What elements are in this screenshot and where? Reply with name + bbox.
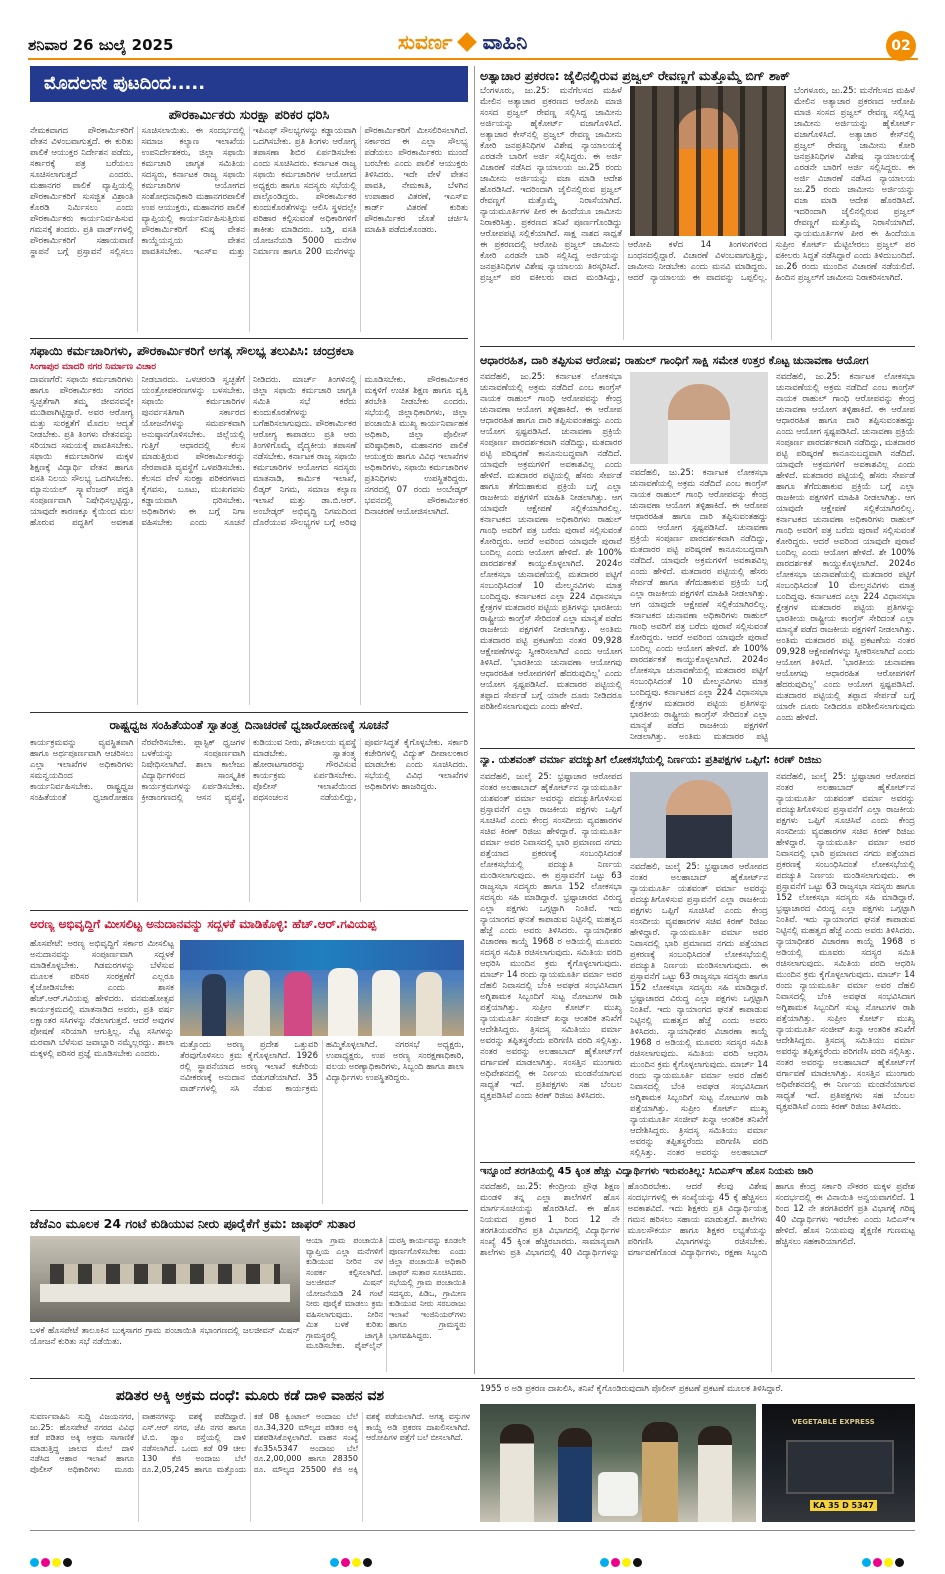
- photo-caption: 1955 ರ ಅಡಿ ಪ್ರಕರಣ ದಾಖಲಿಸಿ, ತನಿಖೆ ಕೈಗೊಂಡಿರುವುದಾಗಿ ಪೊಲೀಸ್ ಪ್ರಕಟಣೆ ಪ್ರಕಟಣೆ ಮೂಲಕ ತಿಳಿಸಿದ್ದಾರೆ.: [480, 1384, 784, 1394]
- dot-icon: [52, 1558, 61, 1567]
- divider: [480, 1162, 915, 1163]
- dot-icon: [41, 1558, 50, 1567]
- divider: [480, 748, 915, 749]
- person-figure: [642, 1422, 678, 1522]
- seized-rice-photo: [480, 1404, 756, 1522]
- registration-marks: [862, 1552, 906, 1571]
- dot-icon: [633, 1558, 642, 1567]
- section-banner-title: ಮೊದಲನೇ ಪುಟದಿಂದ.....: [44, 73, 206, 94]
- person-figure: [698, 1426, 732, 1522]
- divider: [30, 712, 468, 713]
- person-figure: [372, 970, 400, 1036]
- dot-icon: [341, 1558, 350, 1567]
- article-body: ಹೊಸಪೇಟೆ: ಅರಣ್ಯ ಅಭಿವೃದ್ಧಿಗೆ ಸರ್ಕಾರ ಮೀಸಲಿಟ್ಟ ಅನುದಾನವನ್ನು ಸಂಪೂರ್ಣವಾಗಿ ಸದ್ಬಳಕೆ ಮಾಡಿಕೊಳ್ಳಬೇಕು. ಗಿಡಮರಗಳನ್ನು ಬೆಳೆಸುವ ಮೂಲಕ ಪರಿಸರ ಸಂರಕ್ಷಣೆಗೆ ಎಲ್ಲರೂ ಕೈಜೋಡಿಸಬೇಕು ಎಂದು ಶಾಸಕ ಹೆಚ್.ಆರ್.ಗವಿಯಪ್ಪ ಹೇಳಿದರು. ವನಮಹೋತ್ಸವ ಕಾರ್ಯಕ್ರಮದಲ್ಲಿ ಮಾತನಾಡಿದ ಅವರು, ಪ್ರತಿ ವರ್ಷ ಲಕ್ಷಾಂತರ ಸಸಿಗಳನ್ನು ನೆಡಲಾಗುತ್ತದೆ. ಆದರೆ ಅವುಗಳ ಪೋಷಣೆ ಸರಿಯಾಗಿ ಆಗುತ್ತಿಲ್ಲ. ನೆಟ್ಟ ಸಸಿಗಳನ್ನು ಮರವಾಗಿ ಬೆಳೆಸುವ ಜವಾಬ್ದಾರಿ ನಮ್ಮೆಲ್ಲರದ್ದು. ಶಾಲಾ ಮಕ್ಕಳಲ್ಲಿ ಪರಿಸರ ಪ್ರಜ್ಞೆ ಮೂಡಿಸಬೇಕು ಎಂದರು.: [30, 939, 174, 1059]
- dot-icon: [330, 1558, 339, 1567]
- dot-icon: [862, 1558, 871, 1567]
- prajwal-jail-photo: [630, 86, 786, 236]
- person-figure: [244, 970, 270, 1036]
- article-headline: ಪೌರಕಾರ್ಮಿಕರು ಸುರಕ್ಷಾ ಪರಿಕರ ಧರಿಸಿ: [168, 108, 330, 123]
- article-headline: ಪಡಿತರ ಅಕ್ಕಿ ಅಕ್ರಮ ದಂಧೆ: ಮೂರು ಕಡೆ ದಾಳಿ ವಾಹನ ವಶ: [115, 1388, 385, 1404]
- divider: [30, 1378, 915, 1379]
- person-figure: [328, 968, 358, 1036]
- article-body: ನವದೆಹಲಿ, ಜುಲೈ 25: ಭ್ರಷ್ಟಾಚಾರ ಆರೋಪದ ನಂತರ ಅಲಹಾಬಾದ್ ಹೈಕೋರ್ಟ್‌ನ ನ್ಯಾಯಮೂರ್ತಿ ಯಶವಂತ್ ವರ್ಮಾ ಅವರನ್ನು ಪದಚ್ಯುತಿಗೊಳಿಸುವ ಪ್ರಸ್ತಾವನೆಗೆ ಎಲ್ಲಾ ರಾಜಕೀಯ ಪಕ್ಷಗಳು ಒಪ್ಪಿಗೆ ಸೂಚಿಸಿವೆ ಎಂದು ಕೇಂದ್ರ ಸಂಸದೀಯ ವ್ಯವಹಾರಗಳ ಸಚಿವ ಕಿರಣ್ ರಿಜಿಜು ಹೇಳಿದ್ದಾರೆ. ನ್ಯಾಯಮೂರ್ತಿ ವರ್ಮಾ ಅವರ ನಿವಾಸದಲ್ಲಿ ಭಾರಿ ಪ್ರಮಾಣದ ನಗದು ಪತ್ತೆಯಾದ ಪ್ರಕರಣಕ್ಕೆ ಸಂಬಂಧಿಸಿದಂತೆ ಲೋಕಸಭೆಯಲ್ಲಿ ಪದಚ್ಯುತಿ ನಿರ್ಣಯ ಮಂಡಿಸಲಾಗುವುದು. ಈ ಪ್ರಸ್ತಾವನೆಗೆ ಒಟ್ಟು 63 ರಾಜ್ಯಸಭಾ ಸದಸ್ಯರು ಹಾಗೂ 152 ಲೋಕಸಭಾ ಸದಸ್ಯರು ಸಹಿ ಮಾಡಿದ್ದಾರೆ. ಭ್ರಷ್ಟಾಚಾರದ ವಿರುದ್ಧ ಎಲ್ಲಾ ಪಕ್ಷಗಳು ಒಗ್ಗಟ್ಟಾಗಿ ನಿಂತಿವೆ. ಇದು ನ್ಯಾಯಾಂಗದ ಘನತೆ ಕಾಪಾಡುವ ನಿಟ್ಟಿನಲ್ಲಿ ಮಹತ್ವದ ಹೆಜ್ಜೆ ಎಂದು ಅವರು ತಿಳಿಸಿದರು. ನ್ಯಾಯಾಧೀಶರ ವಿಚಾರಣಾ ಕಾಯ್ದೆ 1968 ರ ಅಡಿಯಲ್ಲಿ ಮೂವರು ಸದಸ್ಯರ ಸಮಿತಿ ರಚಿಸಲಾಗುವುದು. ಸಮಿತಿಯ ವರದಿ ಆಧರಿಸಿ ಮುಂದಿನ ಕ್ರಮ ಕೈಗೊಳ್ಳಲಾಗುವುದು. ಮಾರ್ಚ್ 14 ರಂದು ನ್ಯಾಯಮೂರ್ತಿ ವರ್ಮಾ ಅವರ ದೆಹಲಿ ನಿವಾಸದಲ್ಲಿ ಬೆಂಕಿ ಅವಘಡ ಸಂಭವಿಸಿದಾಗ ಅಗ್ನಿಶಾಮಕ ಸಿಬ್ಬಂದಿಗೆ ಸುಟ್ಟ ನೋಟುಗಳ ರಾಶಿ ಪತ್ತೆಯಾಗಿತ್ತು. ಸುಪ್ರೀಂ ಕೋರ್ಟ್ ಮುಖ್ಯ ನ್ಯಾಯಮೂರ್ತಿ ಸಂಜೀವ್ ಖನ್ನಾ ಆಂತರಿಕ ತನಿಖೆಗೆ ಆದೇಶಿಸಿದ್ದರು. ತ್ರಿಸದಸ್ಯ ಸಮಿತಿಯು ವರ್ಮಾ ಅವರನ್ನು ತಪ್ಪಿತಸ್ಥರೆಂದು ಪರಿಗಣಿಸಿ ವರದಿ ಸಲ್ಲಿಸಿತ್ತು. ನಂತರ ಅವರನ್ನು ಅಲಹಾಬಾದ್ ಹೈಕೋರ್ಟ್‌ಗೆ ವರ್ಗಾವಣೆ ಮಾಡಲಾಗಿತ್ತು. ಸಂಸತ್ತಿನ ಮುಂಗಾರು ಅಧಿವೇಶನದಲ್ಲಿ ಈ ನಿರ್ಣಯ ಮಂಡನೆಯಾಗುವ ಸಾಧ್ಯತೆ ಇದೆ. ಪ್ರತಿಪಕ್ಷಗಳು ಸಹ ಬೆಂಬಲ ವ್ಯಕ್ತಪಡಿಸಿವೆ ಎಂದು ಕಿರಣ್ ರಿಜಿಜು ತಿಳಿಸಿದರು.: [776, 772, 915, 1112]
- brand-logo: [398, 30, 598, 56]
- person-figure: [666, 780, 732, 858]
- seized-vehicle-photo: [762, 1404, 915, 1522]
- license-plate: KA 35 D 5347: [810, 1500, 877, 1511]
- article-headline: ನ್ಯಾ. ಯಶವಂತ್ ವರ್ಮಾ ಪದಚ್ಯುತಿಗೆ ಲೋಕಸಭೆಯಲ್ಲಿ ನಿರ್ಣಯ: ಪ್ರತಿಪಕ್ಷಗಳ ಒಪ್ಪಿಗೆ: ಕಿರಣ್ ರಿಜಿಜು: [480, 754, 822, 766]
- rice-sack: [598, 1472, 638, 1516]
- article-body: ಬೆಂಗಳೂರು, ಜು.25: ಮನೆಗೆಲಸದ ಮಹಿಳೆ ಮೇಲಿನ ಅತ್ಯಾಚಾರ ಪ್ರಕರಣದ ಆರೋಪಿ ಮಾಜಿ ಸಂಸದ ಪ್ರಜ್ವಲ್ ರೇವಣ್ಣ ಸಲ್ಲಿಸಿದ್ದ ಜಾಮೀನು ಅರ್ಜಿಯನ್ನು ಹೈಕೋರ್ಟ್ ವಜಾಗೊಳಿಸಿದೆ. ಅತ್ಯಾಚಾರ ಕೇಸ್‌ನಲ್ಲಿ ಪ್ರಜ್ವಲ್ ರೇವಣ್ಣ ಜಾಮೀನು ಕೋರಿ ಜನಪ್ರತಿನಿಧಿಗಳ ವಿಶೇಷ ನ್ಯಾಯಾಲಯಕ್ಕೆ ಎರಡನೇ ಬಾರಿಗೆ ಅರ್ಜಿ ಸಲ್ಲಿಸಿದ್ದರು. ಈ ಅರ್ಜಿ ವಿಚಾರಣೆ ನಡೆಸಿದ ನ್ಯಾಯಾಲಯ ಜು.25 ರಂದು ಜಾಮೀನು ಅರ್ಜಿಯನ್ನು ವಜಾ ಮಾಡಿ ಆದೇಶ ಹೊರಡಿಸಿದೆ. ಇದರಿಂದಾಗಿ ಜೈಲಿನಲ್ಲಿರುವ ಪ್ರಜ್ವಲ್ ರೇವಣ್ಣಗೆ ಮತ್ತೊಮ್ಮೆ ನಿರಾಸೆಯಾಗಿದೆ. ನ್ಯಾಯಮೂರ್ತಿಗಳ ಪೀಠ ಈ ಹಿಂದೆಯೂ ಜಾಮೀನು ನಿರಾಕರಿಸಿತ್ತು. ಪ್ರಕರಣದ ತನಿಖೆ ಪೂರ್ಣಗೊಂಡಿದ್ದು ಆರೋಪಪಟ್ಟಿ ಸಲ್ಲಿಕೆಯಾಗಿದೆ. ಸಾಕ್ಷ್ಯ ನಾಶದ ಸಾಧ್ಯತೆ: [480, 86, 622, 238]
- truck-grille: [786, 1440, 894, 1494]
- jail-bars: [630, 86, 786, 236]
- photo-caption: ಬಳಕೆ ಹೊಸಪೇಟೆ ತಾಲೂಕಿನ ಬುಕ್ಕಸಾಗರ ಗ್ರಾಮ ಪಂಚಾಯಿತಿ ಸಭಾಂಗಣದಲ್ಲಿ ಜಲಜೀವನ್ ಮಿಷನ್ ಯೋಜನೆ ಕುರಿತು ಸಭೆ ನಡೆಯಿತು.: [30, 1326, 300, 1347]
- attendee-row: [50, 1264, 280, 1284]
- article-body: ನವದೆಹಲಿ, ಜುಲೈ 25: ಭ್ರಷ್ಟಾಚಾರ ಆರೋಪದ ನಂತರ ಅಲಹಾಬಾದ್ ಹೈಕೋರ್ಟ್‌ನ ನ್ಯಾಯಮೂರ್ತಿ ಯಶವಂತ್ ವರ್ಮಾ ಅವರನ್ನು ಪದಚ್ಯುತಿಗೊಳಿಸುವ ಪ್ರಸ್ತಾವನೆಗೆ ಎಲ್ಲಾ ರಾಜಕೀಯ ಪಕ್ಷಗಳು ಒಪ್ಪಿಗೆ ಸೂಚಿಸಿವೆ ಎಂದು ಕೇಂದ್ರ ಸಂಸದೀಯ ವ್ಯವಹಾರಗಳ ಸಚಿವ ಕಿರಣ್ ರಿಜಿಜು ಹೇಳಿದ್ದಾರೆ. ನ್ಯಾಯಮೂರ್ತಿ ವರ್ಮಾ ಅವರ ನಿವಾಸದಲ್ಲಿ ಭಾರಿ ಪ್ರಮಾಣದ ನಗದು ಪತ್ತೆಯಾದ ಪ್ರಕರಣಕ್ಕೆ ಸಂಬಂಧಿಸಿದಂತೆ ಲೋಕಸಭೆಯಲ್ಲಿ ಪದಚ್ಯುತಿ ನಿರ್ಣಯ ಮಂಡಿಸಲಾಗುವುದು. ಈ ಪ್ರಸ್ತಾವನೆಗೆ ಒಟ್ಟು 63 ರಾಜ್ಯಸಭಾ ಸದಸ್ಯರು ಹಾಗೂ 152 ಲೋಕಸಭಾ ಸದಸ್ಯರು ಸಹಿ ಮಾಡಿದ್ದಾರೆ. ಭ್ರಷ್ಟಾಚಾರದ ವಿರುದ್ಧ ಎಲ್ಲಾ ಪಕ್ಷಗಳು ಒಗ್ಗಟ್ಟಾಗಿ ನಿಂತಿವೆ. ಇದು ನ್ಯಾಯಾಂಗದ ಘನತೆ ಕಾಪಾಡುವ ನಿಟ್ಟಿನಲ್ಲಿ ಮಹತ್ವದ ಹೆಜ್ಜೆ ಎಂದು ಅವರು ತಿಳಿಸಿದರು. ನ್ಯಾಯಾಧೀಶರ ವಿಚಾರಣಾ ಕಾಯ್ದೆ 1968 ರ ಅಡಿಯಲ್ಲಿ ಮೂವರು ಸದಸ್ಯರ ಸಮಿತಿ ರಚಿಸಲಾಗುವುದು. ಸಮಿತಿಯ ವರದಿ ಆಧರಿಸಿ ಮುಂದಿನ ಕ್ರಮ ಕೈಗೊಳ್ಳಲಾಗುವುದು. ಮಾರ್ಚ್ 14 ರಂದು ನ್ಯಾಯಮೂರ್ತಿ ವರ್ಮಾ ಅವರ ದೆಹಲಿ ನಿವಾಸದಲ್ಲಿ ಬೆಂಕಿ ಅವಘಡ ಸಂಭವಿಸಿದಾಗ ಅಗ್ನಿಶಾಮಕ ಸಿಬ್ಬಂದಿಗೆ ಸುಟ್ಟ ನೋಟುಗಳ ರಾಶಿ ಪತ್ತೆಯಾಗಿತ್ತು. ಸುಪ್ರೀಂ ಕೋರ್ಟ್ ಮುಖ್ಯ ನ್ಯಾಯಮೂರ್ತಿ ಸಂಜೀವ್ ಖನ್ನಾ ಆಂತರಿಕ ತನಿಖೆಗೆ ಆದೇಶಿಸಿದ್ದರು. ತ್ರಿಸದಸ್ಯ ಸಮಿತಿಯು ವರ್ಮಾ ಅವರನ್ನು ತಪ್ಪಿತಸ್ಥರೆಂದು ಪರಿಗಣಿಸಿ ವರದಿ ಸಲ್ಲಿಸಿತ್ತು. ನಂತರ ಅವರನ್ನು ಅಲಹಾಬಾದ್: [630, 862, 768, 1158]
- article-headline: ಇನ್ನೂಂದೆ ತರಗತಿಯಲ್ಲಿ 45 ಕ್ಕಿಂತ ಹೆಚ್ಚು ವಿದ್ಯಾರ್ಥಿಗಳು ಇರುವಂತಿಲ್ಲ: ಸಿಬಿಎಸ್‌ಇ ಹೊಸ ನಿಯಮ ಜಾರಿ: [480, 1166, 814, 1177]
- dot-icon: [884, 1558, 893, 1567]
- article-headline: ಜೆಜೆಎಂ ಮೂಲಕ 24 ಗಂಟೆ ಕುಡಿಯುವ ನೀರು ಪೂರೈಕೆಗೆ ಕ್ರಮ: ಜಾಫರ್ ಸುತಾರ: [30, 1216, 356, 1231]
- article-body: ಕಾರ್ಯಕ್ರಮವನ್ನು ವ್ಯವಸ್ಥಿತವಾಗಿ ಹಾಗೂ ಅರ್ಥಪೂರ್ಣವಾಗಿ ಆಚರಿಸಲು ಎಲ್ಲಾ ಇಲಾಖೆಗಳ ಅಧಿಕಾರಿಗಳು ಸಮನ್ವಯದಿಂದ ಕಾರ್ಯನಿರ್ವಹಿಸಬೇಕು. ರಾಷ್ಟ್ರಧ್ವಜ ಸಂಹಿತೆಯಂತೆ ಧ್ವಜಾರೋಹಣ ನೆರವೇರಿಸಬೇಕು. ಪ್ಲಾಸ್ಟಿಕ್ ಧ್ವಜಗಳ ಬಳಕೆಯನ್ನು ಸಂಪೂರ್ಣವಾಗಿ ನಿಷೇಧಿಸಲಾಗಿದೆ. ಶಾಲಾ ಕಾಲೇಜು ವಿದ್ಯಾರ್ಥಿಗಳಿಂದ ಸಾಂಸ್ಕೃತಿಕ ಕಾರ್ಯಕ್ರಮಗಳನ್ನು ಏರ್ಪಡಿಸಬೇಕು. ಕ್ರೀಡಾಂಗಣದಲ್ಲಿ ಆಸನ ವ್ಯವಸ್ಥೆ, ಕುಡಿಯುವ ನೀರು, ಶೌಚಾಲಯ ವ್ಯವಸ್ಥೆ ಮಾಡಬೇಕು. ಸ್ವಾತಂತ್ರ್ಯ ಹೋರಾಟಗಾರರನ್ನು ಗೌರವಿಸುವ ಕಾರ್ಯಕ್ರಮ ಏರ್ಪಡಿಸಬೇಕು. ಪೊಲೀಸ್ ಇಲಾಖೆಯಿಂದ ಪಥಸಂಚಲನ ನಡೆಯಲಿದ್ದು, ಪೂರ್ವಸಿದ್ಧತೆ ಕೈಗೊಳ್ಳಬೇಕು. ಸರ್ಕಾರಿ ಕಚೇರಿಗಳಲ್ಲಿ ವಿದ್ಯುತ್ ದೀಪಾಲಂಕಾರ ಮಾಡಬೇಕು ಎಂದು ಸೂಚಿಸಿದರು. ಸಭೆಯಲ್ಲಿ ವಿವಿಧ ಇಲಾಖೆಗಳ ಅಧಿಕಾರಿಗಳು ಹಾಜರಿದ್ದರು.: [30, 738, 468, 803]
- issue-date: ಶನಿವಾರ 26 ಜುಲೈ 2025: [28, 36, 174, 54]
- article-headline: ಸಫಾಯಿ ಕರ್ಮಚಾರಿಗಳು, ಪೌರಕಾರ್ಮಿಕರಿಗೆ ಅಗತ್ಯ ಸೌಲಭ್ಯ ತಲುಪಿಸಿ: ಚಂದ್ರಕಲಾ: [30, 343, 354, 358]
- article-body: ನವದೆಹಲಿ, ಜುಲೈ 25: ಭ್ರಷ್ಟಾಚಾರ ಆರೋಪದ ನಂತರ ಅಲಹಾಬಾದ್ ಹೈಕೋರ್ಟ್‌ನ ನ್ಯಾಯಮೂರ್ತಿ ಯಶವಂತ್ ವರ್ಮಾ ಅವರನ್ನು ಪದಚ್ಯುತಿಗೊಳಿಸುವ ಪ್ರಸ್ತಾವನೆಗೆ ಎಲ್ಲಾ ರಾಜಕೀಯ ಪಕ್ಷಗಳು ಒಪ್ಪಿಗೆ ಸೂಚಿಸಿವೆ ಎಂದು ಕೇಂದ್ರ ಸಂಸದೀಯ ವ್ಯವಹಾರಗಳ ಸಚಿವ ಕಿರಣ್ ರಿಜಿಜು ಹೇಳಿದ್ದಾರೆ. ನ್ಯಾಯಮೂರ್ತಿ ವರ್ಮಾ ಅವರ ನಿವಾಸದಲ್ಲಿ ಭಾರಿ ಪ್ರಮಾಣದ ನಗದು ಪತ್ತೆಯಾದ ಪ್ರಕರಣಕ್ಕೆ ಸಂಬಂಧಿಸಿದಂತೆ ಲೋಕಸಭೆಯಲ್ಲಿ ಪದಚ್ಯುತಿ ನಿರ್ಣಯ ಮಂಡಿಸಲಾಗುವುದು. ಈ ಪ್ರಸ್ತಾವನೆಗೆ ಒಟ್ಟು 63 ರಾಜ್ಯಸಭಾ ಸದಸ್ಯರು ಹಾಗೂ 152 ಲೋಕಸಭಾ ಸದಸ್ಯರು ಸಹಿ ಮಾಡಿದ್ದಾರೆ. ಭ್ರಷ್ಟಾಚಾರದ ವಿರುದ್ಧ ಎಲ್ಲಾ ಪಕ್ಷಗಳು ಒಗ್ಗಟ್ಟಾಗಿ ನಿಂತಿವೆ. ಇದು ನ್ಯಾಯಾಂಗದ ಘನತೆ ಕಾಪಾಡುವ ನಿಟ್ಟಿನಲ್ಲಿ ಮಹತ್ವದ ಹೆಜ್ಜೆ ಎಂದು ಅವರು ತಿಳಿಸಿದರು. ನ್ಯಾಯಾಧೀಶರ ವಿಚಾರಣಾ ಕಾಯ್ದೆ 1968 ರ ಅಡಿಯಲ್ಲಿ ಮೂವರು ಸದಸ್ಯರ ಸಮಿತಿ ರಚಿಸಲಾಗುವುದು. ಸಮಿತಿಯ ವರದಿ ಆಧರಿಸಿ ಮುಂದಿನ ಕ್ರಮ ಕೈಗೊಳ್ಳಲಾಗುವುದು. ಮಾರ್ಚ್ 14 ರಂದು ನ್ಯಾಯಮೂರ್ತಿ ವರ್ಮಾ ಅವರ ದೆಹಲಿ ನಿವಾಸದಲ್ಲಿ ಬೆಂಕಿ ಅವಘಡ ಸಂಭವಿಸಿದಾಗ ಅಗ್ನಿಶಾಮಕ ಸಿಬ್ಬಂದಿಗೆ ಸುಟ್ಟ ನೋಟುಗಳ ರಾಶಿ ಪತ್ತೆಯಾಗಿತ್ತು. ಸುಪ್ರೀಂ ಕೋರ್ಟ್ ಮುಖ್ಯ ನ್ಯಾಯಮೂರ್ತಿ ಸಂಜೀವ್ ಖನ್ನಾ ಆಂತರಿಕ ತನಿಖೆಗೆ ಆದೇಶಿಸಿದ್ದರು. ತ್ರಿಸದಸ್ಯ ಸಮಿತಿಯು ವರ್ಮಾ ಅವರನ್ನು ತಪ್ಪಿತಸ್ಥರೆಂದು ಪರಿಗಣಿಸಿ ವರದಿ ಸಲ್ಲಿಸಿತ್ತು. ನಂತರ ಅವರನ್ನು ಅಲಹಾಬಾದ್ ಹೈಕೋರ್ಟ್‌ಗೆ ವರ್ಗಾವಣೆ ಮಾಡಲಾಗಿತ್ತು. ಸಂಸತ್ತಿನ ಮುಂಗಾರು ಅಧಿವೇಶನದಲ್ಲಿ ಈ ನಿರ್ಣಯ ಮಂಡನೆಯಾಗುವ ಸಾಧ್ಯತೆ ಇದೆ. ಪ್ರತಿಪಕ್ಷಗಳು ಸಹ ಬೆಂಬಲ ವ್ಯಕ್ತಪಡಿಸಿವೆ ಎಂದು ಕಿರಣ್ ರಿಜಿಜು ತಿಳಿಸಿದರು.: [480, 772, 622, 1101]
- divider: [30, 338, 468, 339]
- person-figure: [668, 384, 730, 464]
- table-shape: [40, 1284, 290, 1302]
- dot-icon: [352, 1558, 361, 1567]
- event-photo: [180, 940, 464, 1036]
- registration-marks: [30, 1552, 74, 1571]
- article-headline: ಅರಣ್ಯ ಅಭಿವೃದ್ಧಿಗೆ ಮೀಸಲಿಟ್ಟ ಅನುದಾನವನ್ನು ಸದ್ಬಳಕೆ ಮಾಡಿಕೊಳ್ಳಿ: ಹೆಚ್.ಆರ್.ಗವಿಯಪ್ಪ: [30, 917, 377, 931]
- masthead-rule: [28, 58, 918, 60]
- article-body: ನವದೆಹಲಿ, ಜು.25: ಕರ್ನಾಟಕ ಲೋಕಸಭಾ ಚುನಾವಣೆಯಲ್ಲಿ ಅಕ್ರಮ ನಡೆದಿದೆ ಎಂಬ ಕಾಂಗ್ರೆಸ್ ನಾಯಕ ರಾಹುಲ್ ಗಾಂಧಿ ಆರೋಪವನ್ನು ಕೇಂದ್ರ ಚುನಾವಣಾ ಆಯೋಗ ತಳ್ಳಿಹಾಕಿದೆ. ಈ ಆರೋಪ ಆಧಾರರಹಿತ ಹಾಗೂ ದಾರಿ ತಪ್ಪಿಸುವಂತಹದ್ದು ಎಂದು ಆಯೋಗ ಸ್ಪಷ್ಟಪಡಿಸಿದೆ. ಚುನಾವಣಾ ಪ್ರಕ್ರಿಯೆ ಸಂಪೂರ್ಣ ಪಾರದರ್ಶಕವಾಗಿ ನಡೆದಿದ್ದು, ಮತದಾರರ ಪಟ್ಟಿ ಪರಿಷ್ಕರಣೆ ಕಾನೂನುಬದ್ಧವಾಗಿ ನಡೆದಿದೆ. ಯಾವುದೇ ಅಕ್ರಮಗಳಿಗೆ ಅವಕಾಶವಿಲ್ಲ ಎಂದು ಹೇಳಿದೆ. ಮತದಾರರ ಪಟ್ಟಿಯಲ್ಲಿ ಹೆಸರು ಸೇರ್ಪಡೆ ಹಾಗೂ ತೆಗೆದುಹಾಕುವ ಪ್ರಕ್ರಿಯೆ ಬಗ್ಗೆ ಎಲ್ಲಾ ರಾಜಕೀಯ ಪಕ್ಷಗಳಿಗೆ ಮಾಹಿತಿ ನೀಡಲಾಗಿತ್ತು. ಆಗ ಯಾವುದೇ ಆಕ್ಷೇಪಣೆ ಸಲ್ಲಿಕೆಯಾಗಿರಲಿಲ್ಲ. ಕರ್ನಾಟಕದ ಚುನಾವಣಾ ಅಧಿಕಾರಿಗಳು ರಾಹುಲ್ ಗಾಂಧಿ ಅವರಿಗೆ ಪತ್ರ ಬರೆದು ಪುರಾವೆ ಸಲ್ಲಿಸುವಂತೆ ಕೋರಿದ್ದರು. ಆದರೆ ಅವರಿಂದ ಯಾವುದೇ ಪುರಾವೆ ಬಂದಿಲ್ಲ ಎಂದು ಆಯೋಗ ಹೇಳಿದೆ. ಶೇ 100% ಪಾರದರ್ಶಕತೆ ಕಾಯ್ದುಕೊಳ್ಳಲಾಗಿದೆ. 2024ರ ಲೋಕಸಭಾ ಚುನಾವಣೆಯಲ್ಲಿ ಮತದಾರರ ಪಟ್ಟಿಗೆ ಸಂಬಂಧಿಸಿದಂತೆ 10 ಮೇಲ್ಮನವಿಗಳು ಮಾತ್ರ ಬಂದಿದ್ದವು. ಕರ್ನಾಟಕದ ಎಲ್ಲಾ 224 ವಿಧಾನಸಭಾ ಕ್ಷೇತ್ರಗಳ ಮತದಾರರ ಪಟ್ಟಿಯ ಪ್ರತಿಗಳನ್ನು ಭಾರತೀಯ ರಾಷ್ಟ್ರೀಯ ಕಾಂಗ್ರೆಸ್ ಸೇರಿದಂತೆ ಎಲ್ಲಾ ಮಾನ್ಯತೆ ಪಡೆದ ರಾಜಕೀಯ ಪಕ್ಷಗಳಿಗೆ ನೀಡಲಾಗಿತ್ತು. ಅಂತಿಮ ಮತದಾರರ ಪಟ್ಟಿ: [630, 468, 768, 742]
- person-figure: [500, 1424, 534, 1522]
- divider: [30, 910, 468, 911]
- divider: [480, 346, 915, 347]
- section-banner: [30, 66, 468, 102]
- dot-icon: [622, 1558, 631, 1567]
- banner-backdrop: [180, 940, 464, 970]
- kiren-rijiju-photo: [630, 772, 768, 858]
- footer-rule: [30, 1530, 915, 1536]
- person-figure: [202, 974, 226, 1036]
- article-body: ದಾವಣಗೆರೆ: ಸಫಾಯಿ ಕರ್ಮಚಾರಿಗಳು ಹಾಗೂ ಪೌರಕಾರ್ಮಿಕರು ನಗರದ ಸ್ವಚ್ಛತೆಗಾಗಿ ತಮ್ಮ ಜೀವನವನ್ನೇ ಮುಡಿಪಾಗಿಟ್ಟಿದ್ದಾರೆ. ಅವರ ಆರೋಗ್ಯ ಮತ್ತು ಸುರಕ್ಷತೆಗೆ ಮೊದಲ ಆದ್ಯತೆ ನೀಡಬೇಕು. ಪ್ರತಿ ತಿಂಗಳು ವೇತನವನ್ನು ಸರಿಯಾದ ಸಮಯಕ್ಕೆ ಪಾವತಿಸಬೇಕು. ಸಫಾಯಿ ಕರ್ಮಚಾರಿಗಳ ಮಕ್ಕಳ ಶಿಕ್ಷಣಕ್ಕೆ ವಿದ್ಯಾರ್ಥಿ ವೇತನ ಹಾಗೂ ವಸತಿ ನಿಲಯ ಸೌಲಭ್ಯ ಒದಗಿಸಬೇಕು. ಮ್ಯಾನುಯಲ್ ಸ್ಕ್ಯಾವೆಂಜರ್ ಪದ್ಧತಿ ಸಂಪೂರ್ಣವಾಗಿ ನಿಷೇಧಿಸಲ್ಪಟ್ಟಿದ್ದು, ಯಾವುದೇ ಕಾರಣಕ್ಕೂ ಕೈಯಿಂದ ಮಲ ಹೊರುವ ಪದ್ಧತಿಗೆ ಅವಕಾಶ ನೀಡಬಾರದು. ಒಳಚರಂಡಿ ಸ್ವಚ್ಛತೆಗೆ ಯಂತ್ರೋಪಕರಣಗಳನ್ನು ಬಳಸಬೇಕು. ಸಫಾಯಿ ಕರ್ಮಚಾರಿಗಳ ಪುನರ್ವಸತಿಗಾಗಿ ಸರ್ಕಾರದ ಯೋಜನೆಗಳನ್ನು ಸಮರ್ಪಕವಾಗಿ ಅನುಷ್ಠಾನಗೊಳಿಸಬೇಕು. ಜಿಲ್ಲೆಯಲ್ಲಿ ಗುತ್ತಿಗೆ ಆಧಾರದಲ್ಲಿ ಕೆಲಸ ಮಾಡುತ್ತಿರುವ ಪೌರಕಾರ್ಮಿಕರನ್ನು ನೇರಪಾವತಿ ವ್ಯವಸ್ಥೆಗೆ ಒಳಪಡಿಸಬೇಕು. ಕೆಲಸದ ವೇಳೆ ಸುರಕ್ಷಾ ಪರಿಕರಗಳಾದ ಕೈಗವಸು, ಬೂಟು, ಮುಖಗವಸು ಕಡ್ಡಾಯವಾಗಿ ಧರಿಸಬೇಕು. ಅಧಿಕಾರಿಗಳು ಈ ಬಗ್ಗೆ ನಿಗಾ ವಹಿಸಬೇಕು ಎಂದು ಸೂಚನೆ ನೀಡಿದರು. ಮಾರ್ಚ್ ತಿಂಗಳಿನಲ್ಲಿ ಜಿಲ್ಲಾ ಸಫಾಯಿ ಕರ್ಮಚಾರಿ ಜಾಗೃತಿ ಸಮಿತಿ ಸಭೆ ಕರೆದು ಕುಂದುಕೊರತೆಗಳನ್ನು ಬಗೆಹರಿಸಲಾಗುವುದು. ಪೌರಕಾರ್ಮಿಕರ ಆರೋಗ್ಯ ಕಾಪಾಡಲು ಪ್ರತಿ ಆರು ತಿಂಗಳಿಗೊಮ್ಮೆ ವೈದ್ಯಕೀಯ ತಪಾಸಣೆ ನಡೆಸಬೇಕು. ಕರ್ನಾಟಕ ರಾಜ್ಯ ಸಫಾಯಿ ಕರ್ಮಚಾರಿಗಳ ಆಯೋಗದ ಸದಸ್ಯರು ಮಾತನಾಡಿ, ಕಾರ್ಮಿಕ ಇಲಾಖೆ, ಲಿಡ್ಕರ್ ನಿಗಮ, ಸಮಾಜ ಕಲ್ಯಾಣ ಇಲಾಖೆ ಮತ್ತು ಡಾ.ಬಿ.ಆರ್. ಅಂಬೇಡ್ಕರ್ ಅಭಿವೃದ್ಧಿ ನಿಗಮದಿಂದ ದೊರೆಯುವ ಸೌಲಭ್ಯಗಳ ಬಗ್ಗೆ ಅರಿವು ಮೂಡಿಸಬೇಕು. ಪೌರಕಾರ್ಮಿಕರ ಮಕ್ಕಳಿಗೆ ಉಚಿತ ಶಿಕ್ಷಣ ಹಾಗೂ ವೃತ್ತಿ ತರಬೇತಿ ನೀಡಬೇಕು ಎಂದರು. ಸಭೆಯಲ್ಲಿ ಜಿಲ್ಲಾಧಿಕಾರಿಗಳು, ಜಿಲ್ಲಾ ಪಂಚಾಯಿತಿ ಮುಖ್ಯ ಕಾರ್ಯನಿರ್ವಾಹಕ ಅಧಿಕಾರಿ, ಜಿಲ್ಲಾ ಪೊಲೀಸ್ ವರಿಷ್ಠಾಧಿಕಾರಿ, ಮಹಾನಗರ ಪಾಲಿಕೆ ಆಯುಕ್ತರು ಹಾಗೂ ವಿವಿಧ ಇಲಾಖೆಗಳ ಅಧಿಕಾರಿಗಳು, ಸಫಾಯಿ ಕರ್ಮಚಾರಿಗಳ ಪ್ರತಿನಿಧಿಗಳು ಉಪಸ್ಥಿತರಿದ್ದರು. ನಗರದಲ್ಲಿ 07 ರಂದು ಅಂಬೇಡ್ಕರ್ ಭವನದಲ್ಲಿ ಪೌರಕಾರ್ಮಿಕರ ದಿನಾಚರಣೆ ಆಯೋಜಿಸಲಾಗಿದೆ.: [30, 375, 468, 528]
- article-body: ನವದೆಹಲಿ, ಜು.25: ಕರ್ನಾಟಕ ಲೋಕಸಭಾ ಚುನಾವಣೆಯಲ್ಲಿ ಅಕ್ರಮ ನಡೆದಿದೆ ಎಂಬ ಕಾಂಗ್ರೆಸ್ ನಾಯಕ ರಾಹುಲ್ ಗಾಂಧಿ ಆರೋಪವನ್ನು ಕೇಂದ್ರ ಚುನಾವಣಾ ಆಯೋಗ ತಳ್ಳಿಹಾಕಿದೆ. ಈ ಆರೋಪ ಆಧಾರರಹಿತ ಹಾಗೂ ದಾರಿ ತಪ್ಪಿಸುವಂತಹದ್ದು ಎಂದು ಆಯೋಗ ಸ್ಪಷ್ಟಪಡಿಸಿದೆ. ಚುನಾವಣಾ ಪ್ರಕ್ರಿಯೆ ಸಂಪೂರ್ಣ ಪಾರದರ್ಶಕವಾಗಿ ನಡೆದಿದ್ದು, ಮತದಾರರ ಪಟ್ಟಿ ಪರಿಷ್ಕರಣೆ ಕಾನೂನುಬದ್ಧವಾಗಿ ನಡೆದಿದೆ. ಯಾವುದೇ ಅಕ್ರಮಗಳಿಗೆ ಅವಕಾಶವಿಲ್ಲ ಎಂದು ಹೇಳಿದೆ. ಮತದಾರರ ಪಟ್ಟಿಯಲ್ಲಿ ಹೆಸರು ಸೇರ್ಪಡೆ ಹಾಗೂ ತೆಗೆದುಹಾಕುವ ಪ್ರಕ್ರಿಯೆ ಬಗ್ಗೆ ಎಲ್ಲಾ ರಾಜಕೀಯ ಪಕ್ಷಗಳಿಗೆ ಮಾಹಿತಿ ನೀಡಲಾಗಿತ್ತು. ಆಗ ಯಾವುದೇ ಆಕ್ಷೇಪಣೆ ಸಲ್ಲಿಕೆಯಾಗಿರಲಿಲ್ಲ. ಕರ್ನಾಟಕದ ಚುನಾವಣಾ ಅಧಿಕಾರಿಗಳು ರಾಹುಲ್ ಗಾಂಧಿ ಅವರಿಗೆ ಪತ್ರ ಬರೆದು ಪುರಾವೆ ಸಲ್ಲಿಸುವಂತೆ ಕೋರಿದ್ದರು. ಆದರೆ ಅವರಿಂದ ಯಾವುದೇ ಪುರಾವೆ ಬಂದಿಲ್ಲ ಎಂದು ಆಯೋಗ ಹೇಳಿದೆ. ಶೇ 100% ಪಾರದರ್ಶಕತೆ ಕಾಯ್ದುಕೊಳ್ಳಲಾಗಿದೆ. 2024ರ ಲೋಕಸಭಾ ಚುನಾವಣೆಯಲ್ಲಿ ಮತದಾರರ ಪಟ್ಟಿಗೆ ಸಂಬಂಧಿಸಿದಂತೆ 10 ಮೇಲ್ಮನವಿಗಳು ಮಾತ್ರ ಬಂದಿದ್ದವು. ಕರ್ನಾಟಕದ ಎಲ್ಲಾ 224 ವಿಧಾನಸಭಾ ಕ್ಷೇತ್ರಗಳ ಮತದಾರರ ಪಟ್ಟಿಯ ಪ್ರತಿಗಳನ್ನು ಭಾರತೀಯ ರಾಷ್ಟ್ರೀಯ ಕಾಂಗ್ರೆಸ್ ಸೇರಿದಂತೆ ಎಲ್ಲಾ ಮಾನ್ಯತೆ ಪಡೆದ ರಾಜಕೀಯ ಪಕ್ಷಗಳಿಗೆ ನೀಡಲಾಗಿತ್ತು. ಅಂತಿಮ ಮತದಾರರ ಪಟ್ಟಿ ಪ್ರಕಟಣೆಯ ನಂತರ 09,928 ಆಕ್ಷೇಪಣೆಗಳನ್ನು ಸ್ವೀಕರಿಸಲಾಗಿದೆ ಎಂದು ಆಯೋಗ ತಿಳಿಸಿದೆ. 'ಭಾರತೀಯ ಚುನಾವಣಾ ಆಯೋಗವು ಆಧಾರರಹಿತ ಆರೋಪಗಳಿಗೆ ಹೆದರುವುದಿಲ್ಲ' ಎಂದು ಆಯೋಗ ಸ್ಪಷ್ಟಪಡಿಸಿದೆ. ಮತದಾರರ ಪಟ್ಟಿಯಲ್ಲಿ ತಪ್ಪಾದ ಸೇರ್ಪಡೆ ಬಗ್ಗೆ ಯಾರೇ ದೂರು ನೀಡಿದರೂ ಪರಿಶೀಲಿಸಲಾಗುವುದು ಎಂದು ಹೇಳಿದೆ.: [480, 372, 622, 712]
- article-body: ನೇಮಕವಾಗದ ಪೌರಕಾರ್ಮಿಕರಿಗೆ ವೇತನ ವಿಳಂಬವಾಗುತ್ತದೆ. ಈ ಕುರಿತು ಪಾಲಿಕೆ ಆಯುಕ್ತರ ನಿರ್ದೇಶನ ಪಡೆದು, ಸರ್ಕಾರಕ್ಕೆ ಪತ್ರ ಬರೆಯಲು ಸೂಚಿಸಲಾಗುತ್ತದೆ ಎಂದರು. ಮಹಾನಗರ ಪಾಲಿಕೆ ವ್ಯಾಪ್ತಿಯಲ್ಲಿ ಪೌರಕಾರ್ಮಿಕರಿಗೆ ಸುಸಜ್ಜಿತ ವಿಶ್ರಾಂತಿ ಕೊಠಡಿ ನಿರ್ಮಿಸಲು ಎಂದು ಪೌರಕಾರ್ಮಿಕರು ಕಾರ್ಯನಿರ್ವಹಿಸುವ ಗಮನಕ್ಕೆ ತಂದರು. ಪ್ರತಿ ವಾರ್ಡ್‌ಗಳಲ್ಲಿ ಪೌರಕಾರ್ಮಿಕರಿಗೆ ಸಹಾಯವಾಣಿ ಸ್ಥಾಪನೆ ಬಗ್ಗೆ ಪ್ರಸ್ತಾವನೆ ಸಲ್ಲಿಸಲು ಸೂಚಿಸಲಾಯಿತು. ಈ ಸಂದರ್ಭದಲ್ಲಿ ಸಮಾಜ ಕಲ್ಯಾಣ ಇಲಾಖೆಯ ಉಪನಿರ್ದೇಶಕರು, ಜಿಲ್ಲಾ ಸಫಾಯಿ ಕರ್ಮಚಾರಿ ಜಾಗೃತ ಸಮಿತಿಯ ಸದಸ್ಯರು, ಕರ್ನಾಟಕ ರಾಜ್ಯ ಸಫಾಯಿ ಕರ್ಮಚಾರಿಗಳ ಆಯೋಗದ ಸಂಶೋಧನಾಧಿಕಾರಿ ಮಹಾನಗರಪಾಲಿಕೆ ಉಪ ಆಯುಕ್ತರು, ಮಹಾನಗರ ಪಾಲಿಕೆ ವ್ಯಾಪ್ತಿಯಲ್ಲಿ ಕಾರ್ಯನಿರ್ವಹಿಸುತ್ತಿರುವ ಪೌರಕಾರ್ಮಿಕರಿಗೆ ಕನಿಷ್ಠ ವೇತನ ಕಾಯ್ದೆಯನ್ವಯ ವೇತನ ಪಾವತಿಸಬೇಕು. ಇಎಸ್‌ಐ ಮತ್ತು ಇಪಿಎಫ್ ಸೌಲಭ್ಯಗಳನ್ನು ಕಡ್ಡಾಯವಾಗಿ ಒದಗಿಸಬೇಕು. ಪ್ರತಿ ತಿಂಗಳು ಆರೋಗ್ಯ ತಪಾಸಣಾ ಶಿಬಿರ ಏರ್ಪಡಿಸಬೇಕು ಎಂದು ಸೂಚಿಸಿದರು. ಕರ್ನಾಟಕ ರಾಜ್ಯ ಸಫಾಯಿ ಕರ್ಮಚಾರಿಗಳ ಆಯೋಗದ ಅಧ್ಯಕ್ಷರು ಹಾಗೂ ಸದಸ್ಯರು ಸಭೆಯಲ್ಲಿ ಪಾಲ್ಗೊಂಡಿದ್ದರು. ಪೌರಕಾರ್ಮಿಕರ ಕುಂದುಕೊರತೆಗಳನ್ನು ಆಲಿಸಿ ಸ್ಥಳದಲ್ಲೇ ಪರಿಹಾರ ಕಲ್ಪಿಸುವಂತೆ ಅಧಿಕಾರಿಗಳಿಗೆ ತಾಕೀತು ಮಾಡಿದರು. ಬಡ್ತಿ, ವಸತಿ ಯೋಜನೆಯಡಿ 5000 ಮನೆಗಳ ನಿರ್ಮಾಣ ಹಾಗೂ 200 ಮನೆಗಳನ್ನು ಪೌರಕಾರ್ಮಿಕರಿಗೆ ಮೀಸಲಿರಿಸಲಾಗಿದೆ. ಸರ್ಕಾರದ ಈ ಎಲ್ಲಾ ಸೌಲಭ್ಯ ಪಡೆಯಲು ಪೌರಕಾರ್ಮಿಕರು ಮುಂದೆ ಬರಬೇಕು ಎಂದು ಪಾಲಿಕೆ ಆಯುಕ್ತರು ತಿಳಿಸಿದರು. ಇದೇ ವೇಳೆ ವೇತನ ಪಾವತಿ, ನೇಮಕಾತಿ, ಬೆಳಗಿನ ಉಪಾಹಾರ ವಿತರಣೆ, ಇಎಸ್‌ಐ ಕಾರ್ಡ್ ವಿತರಣೆ ಕುರಿತು ಪೌರಕಾರ್ಮಿಕರ ಜೊತೆ ಚರ್ಚಿಸಿ ಮಾಹಿತಿ ಪಡೆದುಕೊಂಡರು.: [30, 126, 468, 257]
- meeting-photo: [30, 1236, 300, 1322]
- article-headline: ಅತ್ಯಾಚಾರ ಪ್ರಕರಣ: ಜೈಲಿನಲ್ಲಿರುವ ಪ್ರಜ್ವಲ್ ರೇವಣ್ಣಗೆ ಮತ್ತೊಮ್ಮೆ ಬಿಗ್ ಶಾಕ್: [480, 68, 790, 83]
- article-body: ಮತ್ತೊಂದು ಅರಣ್ಯ ಪ್ರದೇಶ ಒತ್ತುವರಿ ತೆರವುಗೊಳಿಸಲು ಕ್ರಮ ಕೈಗೊಳ್ಳಲಾಗಿದೆ. 1926 ರಲ್ಲಿ ಸ್ಥಾಪನೆಯಾದ ಅರಣ್ಯ ಇಲಾಖೆ ಕಚೇರಿಯ ನವೀಕರಣಕ್ಕೆ ಅನುದಾನ ಬಿಡುಗಡೆಯಾಗಿದೆ. 35 ವಾರ್ಡ್‌ಗಳಲ್ಲಿ ಸಸಿ ನೆಡುವ ಕಾರ್ಯಕ್ರಮ ಹಮ್ಮಿಕೊಳ್ಳಲಾಗಿದೆ. ನಗರಸಭೆ ಅಧ್ಯಕ್ಷರು, ಉಪಾಧ್ಯಕ್ಷರು, ಉಪ ಅರಣ್ಯ ಸಂರಕ್ಷಣಾಧಿಕಾರಿ, ವಲಯ ಅರಣ್ಯಾಧಿಕಾರಿಗಳು, ಸಿಬ್ಬಂದಿ ಹಾಗೂ ಶಾಲಾ ವಿದ್ಯಾರ್ಥಿಗಳು ಉಪಸ್ಥಿತರಿದ್ದರು.: [180, 1040, 464, 1094]
- person-figure: [416, 972, 442, 1036]
- article-headline: ಆಧಾರರಹಿತ, ದಾರಿ ತಪ್ಪಿಸುವ ಆರೋಪ; ರಾಹುಲ್ ಗಾಂಧಿಗೆ ಸಾಕ್ಷಿ ಸಮೇತ ಉತ್ತರ ಕೊಟ್ಟ ಚುನಾವಣಾ ಆಯೋಗ: [480, 354, 869, 367]
- dot-icon: [611, 1558, 620, 1567]
- dot-icon: [600, 1558, 609, 1567]
- dot-icon: [30, 1558, 39, 1567]
- article-body: ಈ ಪ್ರಕರಣದಲ್ಲಿ ಆರೋಪಿ ಪ್ರಜ್ವಲ್ ಜಾಮೀನು ಕೋರಿ ಎರಡನೇ ಬಾರಿ ಸಲ್ಲಿಸಿದ್ದ ಅರ್ಜಿಯನ್ನು ಜನಪ್ರತಿನಿಧಿಗಳ ವಿಶೇಷ ನ್ಯಾಯಾಲಯ ತಿರಸ್ಕರಿಸಿದೆ. ಪ್ರಜ್ವಲ್ ಪರ ವಕೀಲರು ವಾದ ಮಂಡಿಸಿದ್ದು, ಆರೋಪಿ ಕಳೆದ 14 ತಿಂಗಳುಗಳಿಂದ ಬಂಧನದಲ್ಲಿದ್ದಾರೆ. ವಿಚಾರಣೆ ವಿಳಂಬವಾಗುತ್ತಿದ್ದು, ಜಾಮೀನು ನೀಡಬೇಕು ಎಂದು ಮನವಿ ಮಾಡಿದ್ದರು. ಆದರೆ ನ್ಯಾಯಾಲಯ ಈ ವಾದವನ್ನು ಒಪ್ಪಲಿಲ್ಲ. ಸುಪ್ರೀಂ ಕೋರ್ಟ್ ಮೆಟ್ಟಿಲೇರಲು ಪ್ರಜ್ವಲ್ ಪರ ವಕೀಲರು ಸಿದ್ಧತೆ ನಡೆಸಿದ್ದಾರೆ ಎಂದು ತಿಳಿದುಬಂದಿದೆ. ಜು.26 ರಂದು ಮುಂದಿನ ವಿಚಾರಣೆ ನಡೆಯಲಿದೆ. ಹಿಂದಿನ ಪ್ರಜ್ವಲ್‌ಗೆ ಜಾಮೀನು ನಿರಾಕರಿಸಲಾಗಿದೆ.: [480, 240, 915, 283]
- column-divider: [474, 66, 475, 1374]
- dot-icon: [873, 1558, 882, 1567]
- dot-icon: [895, 1558, 904, 1567]
- person-figure: [558, 1428, 592, 1522]
- brand-flag-icon: [458, 32, 478, 52]
- brand-name-left: ಸುವರ್ಣ: [398, 30, 453, 54]
- article-body: ನವದೆಹಲಿ, ಜು.25: ಕೇಂದ್ರೀಯ ಪ್ರೌಢ ಶಿಕ್ಷಣ ಮಂಡಳಿ ತನ್ನ ಎಲ್ಲಾ ಶಾಲೆಗಳಿಗೆ ಹೊಸ ಮಾರ್ಗಸೂಚಿಯನ್ನು ಹೊರಡಿಸಿದೆ. ಈ ಹೊಸ ನಿಯಮದ ಪ್ರಕಾರ 1 ರಿಂದ 12 ನೇ ತರಗತಿಯವರೆಗಿನ ಪ್ರತಿ ವಿಭಾಗದಲ್ಲಿ ವಿದ್ಯಾರ್ಥಿಗಳ ಸಂಖ್ಯೆ 45 ಕ್ಕಿಂತ ಹೆಚ್ಚಿರಬಾರದು. ಸಾಮಾನ್ಯವಾಗಿ ಶಾಲೆಗಳು ಪ್ರತಿ ವಿಭಾಗದಲ್ಲಿ 40 ವಿದ್ಯಾರ್ಥಿಗಳನ್ನು ಹೊಂದಿರಬೇಕು. ಆದರೆ ಕೆಲವು ವಿಶೇಷ ಸಂದರ್ಭಗಳಲ್ಲಿ ಈ ಸಂಖ್ಯೆಯನ್ನು 45 ಕ್ಕೆ ಹೆಚ್ಚಿಸಲು ಅವಕಾಶವಿದೆ. ಇದು ಶಿಕ್ಷಕರು ಪ್ರತಿ ವಿದ್ಯಾರ್ಥಿಯತ್ತ ಗಮನ ಹರಿಸಲು ಸಹಾಯ ಮಾಡುತ್ತದೆ. ಶಾಲೆಗಳು ಮೂಲಸೌಕರ್ಯ ಹಾಗೂ ಶಿಕ್ಷಕರ ಲಭ್ಯತೆಯನ್ನು ಪರಿಗಣಿಸಿ ವಿಭಾಗಗಳನ್ನು ರಚಿಸಬೇಕು. ವರ್ಗಾವಣೆಗೊಂಡ ವಿದ್ಯಾರ್ಥಿಗಳು, ರಕ್ಷಣಾ ಸಿಬ್ಬಂದಿ ಹಾಗೂ ಕೇಂದ್ರ ಸರ್ಕಾರಿ ನೌಕರರ ಮಕ್ಕಳ ಪ್ರವೇಶ ಸಂದರ್ಭದಲ್ಲಿ ಈ ವಿನಾಯಿತಿ ಅನ್ವಯವಾಗಲಿದೆ. 1 ರಿಂದ 12 ನೇ ತರಗತಿವರೆಗೆ ಪ್ರತಿ ವಿಭಾಗಕ್ಕೆ ಗರಿಷ್ಠ 40 ವಿದ್ಯಾರ್ಥಿಗಳು ಇರಬೇಕು ಎಂದು ಸಿಬಿಎಸ್‌ಇ ಹೇಳಿದೆ. ಹೊಸ ನಿಯಮವು ಶೈಕ್ಷಣಿಕ ಗುಣಮಟ್ಟ ಹೆಚ್ಚಿಸಲು ಸಹಕಾರಿಯಾಗಲಿದೆ.: [480, 1182, 915, 1258]
- truck-label: VEGETABLE EXPRESS: [792, 1418, 875, 1426]
- registration-marks: [330, 1552, 374, 1571]
- article-body: ಆಯಾ ಗ್ರಾಮ ಪಂಚಾಯಿತಿ ವ್ಯಾಪ್ತಿಯ ಎಲ್ಲಾ ಮನೆಗಳಿಗೆ ಕುಡಿಯುವ ನೀರಿನ ನಳ ಸಂಪರ್ಕ ಕಲ್ಪಿಸಲಾಗಿದೆ. ಜಲಜೀವನ್ ಮಿಷನ್ ಯೋಜನೆಯಡಿ 24 ಗಂಟೆ ನೀರು ಪೂರೈಕೆ ಮಾಡಲು ಕ್ರಮ ವಹಿಸಲಾಗುವುದು. ನೀರಿನ ಮಿತ ಬಳಕೆ ಕುರಿತು ಗ್ರಾಮಸ್ಥರಲ್ಲಿ ಜಾಗೃತಿ ಮೂಡಿಸಬೇಕು. ಪೈಪ್‌ಲೈನ್ ದುರಸ್ತಿ ಕಾರ್ಯವನ್ನು ಕೂಡಲೇ ಪೂರ್ಣಗೊಳಿಸಬೇಕು ಎಂದು ಜಿಲ್ಲಾ ಪಂಚಾಯಿತಿ ಅಧಿಕಾರಿ ಜಾಫರ್ ಸುತಾರ ಸೂಚಿಸಿದರು. ಸಭೆಯಲ್ಲಿ ಗ್ರಾಮ ಪಂಚಾಯಿತಿ ಸದಸ್ಯರು, ಪಿಡಿಒ, ಗ್ರಾಮೀಣ ಕುಡಿಯುವ ನೀರು ಸರಬರಾಜು ಇಲಾಖೆ ಇಂಜಿನಿಯರ್‌ಗಳು ಹಾಗೂ ಗ್ರಾಮಸ್ಥರು ಭಾಗವಹಿಸಿದ್ದರು.: [306, 1236, 466, 1350]
- article-headline: ರಾಷ್ಟ್ರಧ್ವಜ ಸಂಹಿತೆಯಂತೆ ಸ್ವಾತಂತ್ರ್ಯ ದಿನಾಚರಣೆ ಧ್ವಜಾರೋಹಣಕ್ಕೆ ಸೂಚನೆ: [109, 718, 389, 732]
- registration-marks: [600, 1552, 644, 1571]
- page-number: 02: [886, 31, 916, 61]
- divider: [30, 1210, 468, 1211]
- person-figure: [284, 972, 312, 1036]
- dot-icon: [363, 1558, 372, 1567]
- article-body: ನವದೆಹಲಿ, ಜು.25: ಕರ್ನಾಟಕ ಲೋಕಸಭಾ ಚುನಾವಣೆಯಲ್ಲಿ ಅಕ್ರಮ ನಡೆದಿದೆ ಎಂಬ ಕಾಂಗ್ರೆಸ್ ನಾಯಕ ರಾಹುಲ್ ಗಾಂಧಿ ಆರೋಪವನ್ನು ಕೇಂದ್ರ ಚುನಾವಣಾ ಆಯೋಗ ತಳ್ಳಿಹಾಕಿದೆ. ಈ ಆರೋಪ ಆಧಾರರಹಿತ ಹಾಗೂ ದಾರಿ ತಪ್ಪಿಸುವಂತಹದ್ದು ಎಂದು ಆಯೋಗ ಸ್ಪಷ್ಟಪಡಿಸಿದೆ. ಚುನಾವಣಾ ಪ್ರಕ್ರಿಯೆ ಸಂಪೂರ್ಣ ಪಾರದರ್ಶಕವಾಗಿ ನಡೆದಿದ್ದು, ಮತದಾರರ ಪಟ್ಟಿ ಪರಿಷ್ಕರಣೆ ಕಾನೂನುಬದ್ಧವಾಗಿ ನಡೆದಿದೆ. ಯಾವುದೇ ಅಕ್ರಮಗಳಿಗೆ ಅವಕಾಶವಿಲ್ಲ ಎಂದು ಹೇಳಿದೆ. ಮತದಾರರ ಪಟ್ಟಿಯಲ್ಲಿ ಹೆಸರು ಸೇರ್ಪಡೆ ಹಾಗೂ ತೆಗೆದುಹಾಕುವ ಪ್ರಕ್ರಿಯೆ ಬಗ್ಗೆ ಎಲ್ಲಾ ರಾಜಕೀಯ ಪಕ್ಷಗಳಿಗೆ ಮಾಹಿತಿ ನೀಡಲಾಗಿತ್ತು. ಆಗ ಯಾವುದೇ ಆಕ್ಷೇಪಣೆ ಸಲ್ಲಿಕೆಯಾಗಿರಲಿಲ್ಲ. ಕರ್ನಾಟಕದ ಚುನಾವಣಾ ಅಧಿಕಾರಿಗಳು ರಾಹುಲ್ ಗಾಂಧಿ ಅವರಿಗೆ ಪತ್ರ ಬರೆದು ಪುರಾವೆ ಸಲ್ಲಿಸುವಂತೆ ಕೋರಿದ್ದರು. ಆದರೆ ಅವರಿಂದ ಯಾವುದೇ ಪುರಾವೆ ಬಂದಿಲ್ಲ ಎಂದು ಆಯೋಗ ಹೇಳಿದೆ. ಶೇ 100% ಪಾರದರ್ಶಕತೆ ಕಾಯ್ದುಕೊಳ್ಳಲಾಗಿದೆ. 2024ರ ಲೋಕಸಭಾ ಚುನಾವಣೆಯಲ್ಲಿ ಮತದಾರರ ಪಟ್ಟಿಗೆ ಸಂಬಂಧಿಸಿದಂತೆ 10 ಮೇಲ್ಮನವಿಗಳು ಮಾತ್ರ ಬಂದಿದ್ದವು. ಕರ್ನಾಟಕದ ಎಲ್ಲಾ 224 ವಿಧಾನಸಭಾ ಕ್ಷೇತ್ರಗಳ ಮತದಾರರ ಪಟ್ಟಿಯ ಪ್ರತಿಗಳನ್ನು ಭಾರತೀಯ ರಾಷ್ಟ್ರೀಯ ಕಾಂಗ್ರೆಸ್ ಸೇರಿದಂತೆ ಎಲ್ಲಾ ಮಾನ್ಯತೆ ಪಡೆದ ರಾಜಕೀಯ ಪಕ್ಷಗಳಿಗೆ ನೀಡಲಾಗಿತ್ತು. ಅಂತಿಮ ಮತದಾರರ ಪಟ್ಟಿ ಪ್ರಕಟಣೆಯ ನಂತರ 09,928 ಆಕ್ಷೇಪಣೆಗಳನ್ನು ಸ್ವೀಕರಿಸಲಾಗಿದೆ ಎಂದು ಆಯೋಗ ತಿಳಿಸಿದೆ. 'ಭಾರತೀಯ ಚುನಾವಣಾ ಆಯೋಗವು ಆಧಾರರಹಿತ ಆರೋಪಗಳಿಗೆ ಹೆದರುವುದಿಲ್ಲ' ಎಂದು ಆಯೋಗ ಸ್ಪಷ್ಟಪಡಿಸಿದೆ. ಮತದಾರರ ಪಟ್ಟಿಯಲ್ಲಿ ತಪ್ಪಾದ ಸೇರ್ಪಡೆ ಬಗ್ಗೆ ಯಾರೇ ದೂರು ನೀಡಿದರೂ ಪರಿಶೀಲಿಸಲಾಗುವುದು ಎಂದು ಹೇಳಿದೆ.: [776, 372, 915, 723]
- masthead: [0, 0, 945, 62]
- article-body: ಸುವರ್ಣವಾಹಿನಿ ಸುದ್ದಿ ವಿಜಯನಗರ, ಜು.25: ಹೊಸಪೇಟೆ ನಗರದ ವಿವಿಧ ಕಡೆ ಪಡಿತರ ಅಕ್ಕಿ ಅಕ್ರಮ ಸಾಗಾಣಿಕೆ ಮಾಡುತ್ತಿದ್ದ ಜಾಲದ ಮೇಲೆ ದಾಳಿ ನಡೆಸಿದ ಆಹಾರ ಇಲಾಖೆ ಹಾಗೂ ಪೊಲೀಸ್ ಅಧಿಕಾರಿಗಳು ಮೂರು ವಾಹನಗಳನ್ನು ವಶಕ್ಕೆ ಪಡೆದಿದ್ದಾರೆ. ಎಸ್.ಆರ್ ನಗರ, ಜೆಪಿ ನಗರ ಹಾಗೂ ಟಿ.ಬಿ. ಡ್ಯಾಂ ರಸ್ತೆಯಲ್ಲಿ ದಾಳಿ ನಡೆಸಲಾಗಿದೆ. ಒಂದು ಕಡೆ 09 ಚೀಲ 130 ಕೆಜಿ ಅಂದಾಜು ಬೆಲೆ ರೂ.2,05,245 ಹಾಗೂ ಮತ್ತೊಂದು ಕಡೆ 08 ಕ್ವಿಂಟಾಲ್ ಅಂದಾಜು ಬೆಲೆ ರೂ.34,320 ಮೌಲ್ಯದ ಪಡಿತರ ಅಕ್ಕಿ ವಶಪಡಿಸಿಕೊಳ್ಳಲಾಗಿದೆ. ವಾಹನ ಸಂಖ್ಯೆ ಕೆಎ35ಸಿ5347 ಅಂದಾಜು ಬೆಲೆ ರೂ.2,00,000 ಹಾಗೂ 28350 ರೂ. ಮೌಲ್ಯದ 25500 ಕೆಜಿ ಅಕ್ಕಿ ವಶಕ್ಕೆ ಪಡೆಯಲಾಗಿದೆ. ಅಗತ್ಯ ವಸ್ತುಗಳ ಕಾಯ್ದೆ ಅಡಿ ಪ್ರಕರಣ ದಾಖಲಿಸಲಾಗಿದೆ. ಆರೋಪಿಗಳ ಪತ್ತೆಗೆ ಬಲೆ ಬೀಸಲಾಗಿದೆ.: [30, 1412, 470, 1474]
- brand-name-right: ವಾಹಿನಿ: [482, 30, 528, 54]
- article-body: ಬೆಂಗಳೂರು, ಜು.25: ಮನೆಗೆಲಸದ ಮಹಿಳೆ ಮೇಲಿನ ಅತ್ಯಾಚಾರ ಪ್ರಕರಣದ ಆರೋಪಿ ಮಾಜಿ ಸಂಸದ ಪ್ರಜ್ವಲ್ ರೇವಣ್ಣ ಸಲ್ಲಿಸಿದ್ದ ಜಾಮೀನು ಅರ್ಜಿಯನ್ನು ಹೈಕೋರ್ಟ್ ವಜಾಗೊಳಿಸಿದೆ. ಅತ್ಯಾಚಾರ ಕೇಸ್‌ನಲ್ಲಿ ಪ್ರಜ್ವಲ್ ರೇವಣ್ಣ ಜಾಮೀನು ಕೋರಿ ಜನಪ್ರತಿನಿಧಿಗಳ ವಿಶೇಷ ನ್ಯಾಯಾಲಯಕ್ಕೆ ಎರಡನೇ ಬಾರಿಗೆ ಅರ್ಜಿ ಸಲ್ಲಿಸಿದ್ದರು. ಈ ಅರ್ಜಿ ವಿಚಾರಣೆ ನಡೆಸಿದ ನ್ಯಾಯಾಲಯ ಜು.25 ರಂದು ಜಾಮೀನು ಅರ್ಜಿಯನ್ನು ವಜಾ ಮಾಡಿ ಆದೇಶ ಹೊರಡಿಸಿದೆ. ಇದರಿಂದಾಗಿ ಜೈಲಿನಲ್ಲಿರುವ ಪ್ರಜ್ವಲ್ ರೇವಣ್ಣಗೆ ಮತ್ತೊಮ್ಮೆ ನಿರಾಸೆಯಾಗಿದೆ. ನ್ಯಾಯಮೂರ್ತಿಗಳ ಪೀಠ ಈ ಹಿಂದೆಯೂ: [794, 86, 915, 238]
- rahul-gandhi-photo: [630, 372, 768, 464]
- dot-icon: [63, 1558, 72, 1567]
- article-subhead: ಸಿಂಗಾಪುರ ಮಾದರಿ ನಗರ ನಿರ್ಮಾಣ ವಿಚಾರ: [30, 362, 157, 372]
